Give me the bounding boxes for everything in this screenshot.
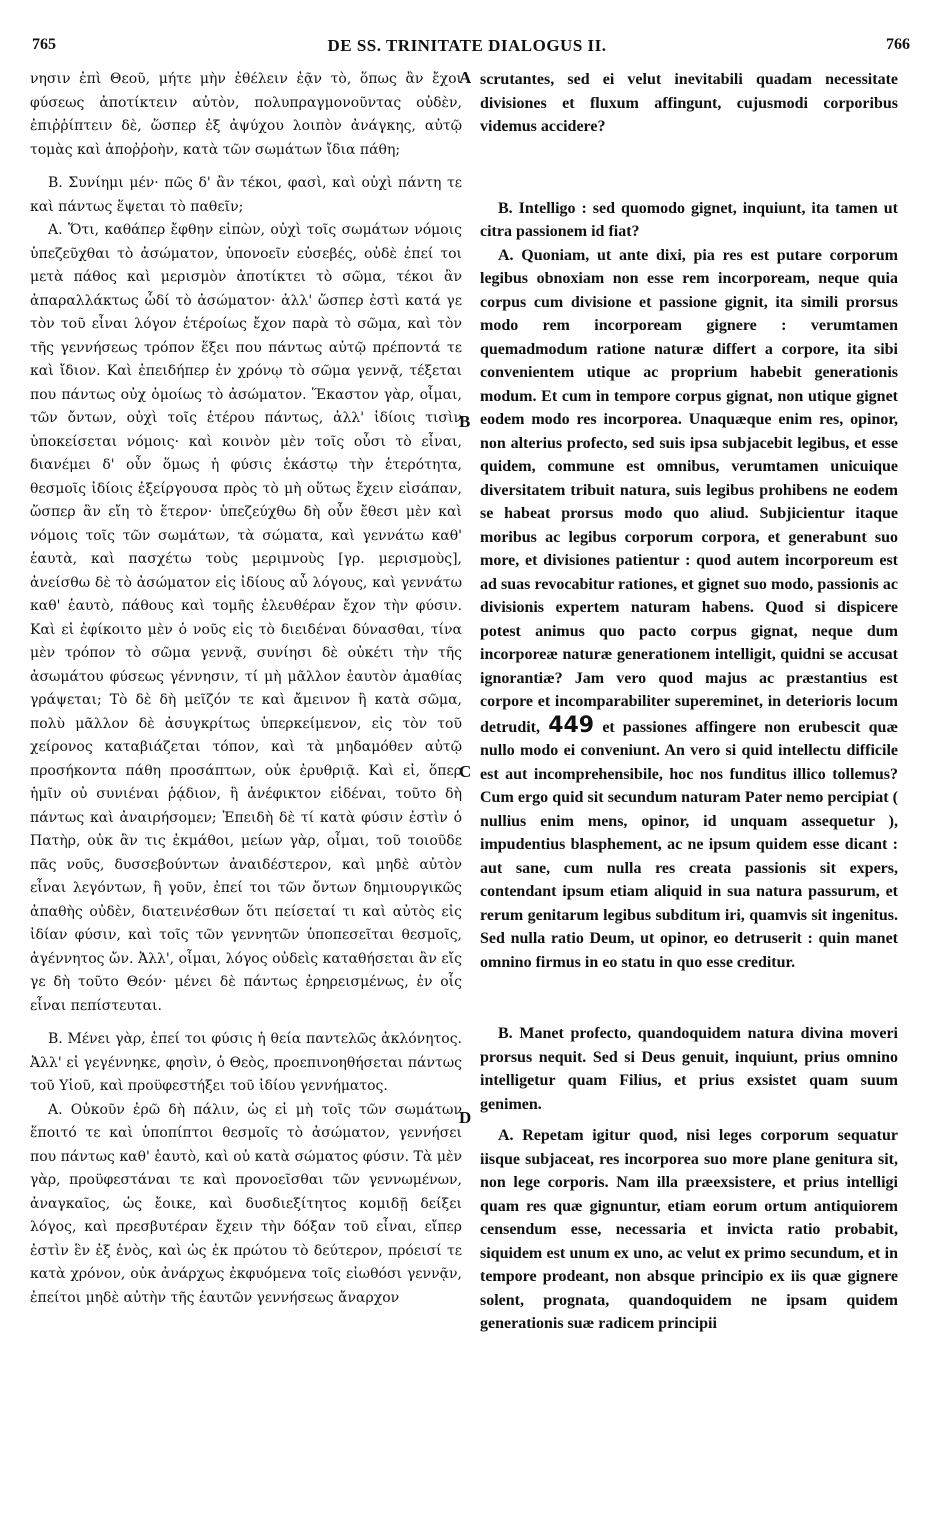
latin-paragraph-3 [480,244,898,975]
greek-paragraph-5: Α. Οὐκοῦν ἐρῶ δὴ πάλιν, ὡς εἰ μὴ τοῖς τῶν σωμάτων ἕποιτό τε καὶ ὑποπίπτοι θεσμοῖς τὸ ἀσώματον, γεννήσει που πάντως καθ' ἑαυτὸ, καὶ οὐ κατὰ σώματος φύσιν. Τὰ μὲν γὰρ, προϋφεστάναι τε καὶ προνοεῖσθαι τῶν γεννωμένων, ἀναγκαῖος, ὡς ἔοικε, καὶ δυσδιεξίτητος κομιδῇ δείξει λόγος, καὶ πρεσβυτέραν ἔχειν τὴν δόξαν τοῦ εἶναι, εἴπερ ἐστὶν ἓν ἐξ ἑνὸς, καὶ ὡς ἐκ πρώτου τὸ δεύτερον, πρόεισί τε κατὰ χρόνον, οὐκ ἀνάρχως ἐκφυόμενα τοῖς εἰωθόσι γεννᾷν, ἐπείτοι μηδὲ αὐτὴν τῆς ἑαυτῶν γεννήσεως ἄναρχον [30,1101,462,1306]
latin-paragraph-3-part-1: A. Quoniam, ut ante dixi, pia res est putare corporum legibus obnoxiam non esse rem incorpoream, neque quia corpus cum divisione et passione gignit, ita simili prorsus modo rem incorpoream gignere : verumtamen quemadmodum ratione naturæ differt a corpore, ita sibi convenientem utique ac proprium habebit generationis modum. Et cum in tempore corpus gignat, non utique gignet eodem modo res incorporea. Unaquæque enim res, opinor, non alterius profecto, sed suis ipsa subjacebit legibus, et esse quidem, commune est omnibus, verumtamen unicuique diversitatem tribuit natura, suis legibus prohibens ne eodem se habeat prorsus modo quo aliud. Subjicientur itaque moribus ac legibus corporum corpora, et generabunt suo more, et divisiones patientur : quod autem incorporeum est ad suas revocabitur rationes, et gignet suo modo, passionis ac divisionis expertem naturam habens. Quod si dispicere potest animus quo pacto corpus gignat, neque dum incorporeæ naturæ generationem intelligit, quidni se accusat ignorantiæ? Jam vero quod majus ac præstantius est corpore et incomparabiliter supereminet, in deterioris locum detrudit, [480,246,898,736]
greek-paragraph-3: Α. Ὅτι, καθάπερ ἔφθην εἰπὼν, οὐχὶ τοῖς σωμάτων νόμοις ὑπεζεῦχθαι τὸ ἀσώματον, ὑπονοεῖν εὐσεβές, οὐδὲ ἐπεί τοι μετὰ πάθος καὶ μερισμὸν ἀποτίκτει τὸ σῶμα, τέκοι ἂν ἀπαραλλάκτως ὧδί τὸ ἀσώματον· ἀλλ' ὥσπερ ἐστὶ κατά γε τὸν τοῦ εἶναι λόγον ἑτέροίως ἔχον παρὰ τὸ σῶμα, καὶ τὸν τῆς γεννήσεως τρόπον ἕξει που πάντως αὐτῷ πρέποντά τε καὶ ἴδιον. Καὶ ἐπειδήπερ ἐν χρόνῳ τὸ σῶμα γεννᾷ, τέξεται που πάντως οὐχ ὁμοίως τὸ ἀσώματον. Ἕκαστον γὰρ, οἶμαι, τῶν ὄντων, οὐχὶ τοῖς ἑτέρου πάντως, ἀλλ' ἰδίοις τισὶν ὑποκείσεται νόμοις· καὶ κοινὸν μὲν τοῖς οὖσι τὸ εἶναι, διανέμει δ' οὖν ὅμως ἡ φύσις ἑκάστῳ τὴν ἑτερότητα, θεσμοῖς ἰδίοις ἐξείργουσα πρὸς τὸ μὴ οὕτως ἔχειν εἰσάπαν, ὥσπερ ἂν εἴη τὸ ἕτερον· ὑπεζεύχθω δὴ οὖν ἔθεσι μὲν καὶ νόμοις τοῖς τῶν σωμάτων, τὰ σώματα, καὶ γεννάτω καθ' ἑαυτὰ, καὶ πασχέτω τοὺς μεριμνοὺς [γρ. μερισμοὺς], ἀνείσθω δὲ τὸ ἀσώματον εἰς ἰδίους αὖ λόγους, καὶ γεννάτω καθ' ἑαυτὸ, πάθους καὶ τομῆς ἐλευθέραν ἔχον τὴν φύσιν. Καὶ εἰ ἐφίκοιτο μὲν ὁ νοῦς εἰς τὸ διειδέναι δύνασθαι, τίνα μὲν τρόπον τὸ σῶμα γεννᾷ, συνίησι δὲ οὐκέτι τὴν τῆς ἀσωμάτου φύσεως γέννησιν, τί μὴ μᾶλλον ἑαυτὸν ἀμαθίας γράψεται; Τὸ δὲ δὴ μεῖζόν τε καὶ ἄμεινον ἢ κατὰ σῶμα, πολὺ μᾶλλον δὲ ἀσυγκρίτως ὑπερκείμενον, εἰς τὸν τοῦ χείρονος καταβιάζεται τόπον, καὶ τὰ μηδαμόθεν αὐτῷ προσήκοντα πάθη προσάπτων, οὐκ ἐρυθριᾷ. Καὶ εἰ, ὅπερ ἡμῖν οὐ συνιέναι ῥᾴδιον, ἢ ἀνέφικτον εἰδέναι, τοῦτο δὴ πάντως καὶ ἀναιρήσομεν; Ἐπειδὴ δὲ τί κατὰ φύσιν ἐστὶν ὁ Πατὴρ, οὐκ ἂν τις ἐκμάθοι, μείων γὰρ, οἶμαι, τοῦ τοιοῦδε πᾶς νοῦς, δυσσεβούντων ἀναιδέστερον, καὶ μηδὲ αὐτὸν εἶναι λεγόντων, ἢ γοῦν, ἐπεί τοι τῶν ὄντων δημιουργικῶς ἀπαθὴς οὐδὲν, διατεινέσθων ὅτι πείσεταί τι καὶ αὐτὸς εἰς ἰδίαν φύσιν, καὶ τοῖς τῶν γεννητῶν ὑποπεσεῖται θεσμοῖς, ἀγέννητος ὤν. Ἀλλ', οἶμαι, λόγος οὐδεὶς καταθήσεται ἂν εἴς γε δὴ τοῦτο Θεόν· μένει δὲ πάντως ἐρηρεισμένως, ἐν οἷς εἶναι πεπίστευται. [30,222,462,1014]
margin-letter-a: A [459,68,472,87]
margin-letter-c: C [459,762,472,781]
margin-letter-b: B [459,412,471,431]
greek-column [30,68,462,1310]
latin-paragraph-2: B. Intelligo : sed quomodo gignet, inquiunt, ita tamen ut citra passionem id fiat? [480,199,898,240]
page-number-left: 765 [32,36,56,53]
original-page-number: 449 [548,712,595,738]
greek-paragraph-1: νησιν ἐπὶ Θεοῦ, μήτε μὴν ἐθέλειν ἐᾷν τὸ, ὅπως ἂν ἔχοι φύσεως ἀποτίκτειν αὐτὸν, πολυπραγμονοῦντας οὐδὲν, ἐπιῤῥίπτειν δὲ, ὥσπερ ἐξ ἀψύχου λοιπὸν ἀνάγκης, αὐτῷ τομὰς καὶ ἀποῤῥοὴν, κατὰ τῶν σωμάτων ἴδια πάθη; [30,71,462,158]
latin-paragraph-1: scrutantes, sed ei velut inevitabili quadam necessitate divisiones et fluxum affingunt, cujusmodi corporibus videmus accidere? [480,71,898,135]
latin-paragraph-5: A. Repetam igitur quod, nisi leges corporum sequatur iisque subjaceat, res incorporea suo more plane genitura sit, non lege corporis. Nam illa præexsistere, et prius intelligi quam res quæ gignuntur, etiam eorum ortum antiquiorem censendum esse, necessaria et invicta ratio probabit, siquidem est unum ex uno, ac velut ex primo secundum, et in tempore prodeant, non absque principio ex iis quæ gignere solent, prognata, quandoquidem ne ipsam quidem generationis suæ radicem principii [480,1127,898,1332]
margin-letter-d: D [459,1108,472,1127]
latin-paragraph-3-part-2: et passiones affingere non erubescit quæ nullo modo ei conveniunt. An vero si quid intellectu difficile est aut incomprehensibile, hoc nos funditus illico tollemus? Cum ergo quid sit secundum naturam Pater nemo percipiat ( nullius enim mens, opinor, id unquam assequetur ), impudentius blasphement, ac ne ipsum quidem esse dicant : aut sane, cum nulla res creata passionis sit expers, contendant ipsum etiam aliquid in sua natura passurum, et rerum genitarum legibus subditum iri, quamvis sit ingenitus. Sed nulla ratio Deum, ut opinor, eo detruserit : quin manet omnino firmus in eo statu in quo esse creditur. [480,718,898,971]
greek-paragraph-4: Β. Μένει γὰρ, ἐπεί τοι φύσις ἡ θεία παντελῶς ἀκλόνητος. Ἀλλ' εἰ γεγέννηκε, φησὶν, ὁ Θεὸς, προεπινοηθήσεται πάντως τοῦ Υἱοῦ, καὶ προϋφεστήξει τοῦ ἰδίου γεννήματος. [30,1031,462,1094]
running-title: DE SS. TRINITATE DIALOGUS II. [327,36,607,55]
greek-paragraph-2: Β. Συνίημι μέν· πῶς δ' ἂν τέκοι, φασὶ, καὶ οὐχὶ πάντη τε καὶ πάντως ἕψεται τὸ παθεῖν; [30,175,462,215]
latin-paragraph-4: B. Manet profecto, quandoquidem natura divina moveri prorsus nequit. Sed si Deus genuit, inquiunt, prius omnino intelligetur quam Filius, et prius exsistet quam suum genimen. [480,1025,898,1113]
page-number-right: 766 [886,36,910,53]
page-header [0,36,934,60]
latin-column [480,68,898,1336]
